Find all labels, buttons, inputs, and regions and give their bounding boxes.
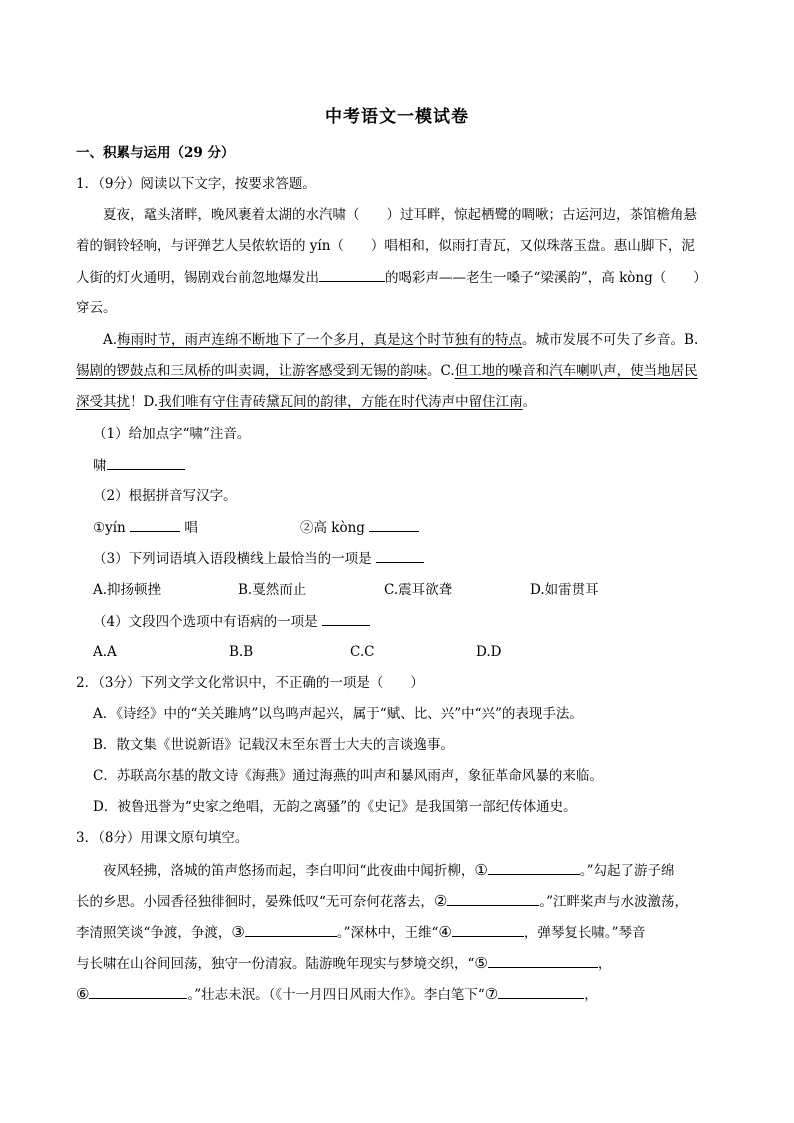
sentence-d: 我们唯有守住青砖黛瓦间的韵律，方能在时代涛声中留住江南 xyxy=(158,394,523,410)
q1-sub1-answer xyxy=(93,455,743,476)
answer-blank[interactable] xyxy=(130,517,180,532)
sentence-tail: ！D. xyxy=(130,394,159,410)
sentence-a-label: A. xyxy=(103,332,118,348)
q1-sub4-option: D.D xyxy=(476,644,502,660)
q3-text: 夜风轻拂，洛城的笛声悠扬而起，李白叩问“此夜曲中闻折柳， xyxy=(103,863,475,879)
q1-sub3 xyxy=(93,548,743,569)
blank-number: ⑦ xyxy=(484,985,499,1003)
pinyin-a-tail: 唱 xyxy=(180,520,198,536)
q2-option: A．《诗经》中的“关关雎鸠”以鸟鸣声起兴，属于“赋、比、兴”中“兴”的表现手法。 xyxy=(93,706,583,722)
answer-label: 啸 xyxy=(93,458,107,474)
answer-blank[interactable] xyxy=(245,922,337,937)
blank-number: ④ xyxy=(438,923,452,941)
q3-text: 长的乡思。小园香径独徘徊时，晏殊低叹“无可奈何花落去， xyxy=(76,894,434,910)
q3-line-3 xyxy=(76,922,726,943)
pinyin-b: ②高 kòng xyxy=(300,520,365,536)
q1-sub3-option: D.如雷贯耳 xyxy=(530,582,599,598)
sub4-text: （4）文段四个选项中有语病的一项是 xyxy=(93,614,318,630)
q2-option: C．苏联高尔基的散文诗《海燕》通过海燕的叫声和暴风雨声，象征革命风暴的来临。 xyxy=(93,768,603,784)
blank-number: ⑥ xyxy=(76,985,90,1003)
q3-text: 。”深林中，王维“ xyxy=(336,925,439,941)
q1-sub3-option: C.震耳欲聋 xyxy=(384,582,453,598)
blank-number: ② xyxy=(433,892,448,910)
q1-passage-text: 的喝彩声——老生一嗓子“梁溪韵”，高 kòng（ ） xyxy=(385,270,707,286)
blank-number: ① xyxy=(474,861,488,879)
q3-text: ， xyxy=(584,987,598,1003)
q1-sub4 xyxy=(93,611,743,632)
sentence-a: 梅雨时节，雨声连绵不断地下了一个多月，真是这个时节独有的特点 xyxy=(117,332,523,348)
section-heading: 一、积累与运用（29 分） xyxy=(76,145,235,161)
q3-text: 。”江畔桨声与水波激荡， xyxy=(539,894,689,910)
q1-passage-line-3 xyxy=(76,267,726,288)
sentence-b: 锡剧的锣鼓点和三凤桥的叫卖调，让游客感受到无锡的韵味 xyxy=(76,363,427,379)
sub3-text: （3）下列词语填入语段横线上最恰当的一项是 xyxy=(93,551,372,567)
q1-sub3-option: B.戛然而止 xyxy=(238,582,307,598)
q3-text: 。”壮志未泯。（《十一月四日风雨大作》。李白笔下“ xyxy=(187,987,485,1003)
answer-blank[interactable] xyxy=(452,922,524,937)
q1-sub3-option: A.抑扬顿挫 xyxy=(93,582,162,598)
q1-sub4-option: C.C xyxy=(350,644,375,660)
q1-sub2: （2）根据拼音写汉字。 xyxy=(93,488,237,504)
answer-blank[interactable] xyxy=(89,984,187,999)
q1-sub4-option: A.A xyxy=(93,644,117,660)
q1-passage-line-4: 穿云。 xyxy=(76,300,117,316)
q1-sentences-line-1 xyxy=(103,330,753,350)
sentence-c-cont: 深受其扰 xyxy=(76,394,130,410)
sentence-c: 但工地的噪音和汽车喇叭声，使当地居民 xyxy=(454,363,698,379)
q1-passage-blank[interactable] xyxy=(319,267,385,282)
q3-line-5 xyxy=(76,984,726,1005)
answer-blank[interactable] xyxy=(107,455,185,470)
answer-blank[interactable] xyxy=(498,984,584,999)
sentence-tail: 。城市发展不可失了乡音。B. xyxy=(522,332,699,348)
q1-sentences-line-3 xyxy=(76,392,726,412)
sentence-tail: 。C. xyxy=(427,363,455,379)
q3-line-4 xyxy=(76,953,726,974)
answer-blank[interactable] xyxy=(369,517,419,532)
answer-blank[interactable] xyxy=(447,891,539,906)
q3-line-1 xyxy=(103,860,753,881)
q2-option: D．被鲁迅誉为“史家之绝唱，无韵之离骚”的《史记》是我国第一部纪传体通史。 xyxy=(93,799,577,815)
blank-number: ⑤ xyxy=(474,954,488,972)
sentence-tail: 。 xyxy=(522,394,537,410)
q3-text: 与长啸在山谷间回荡，独守一份清寂。陆游晚年现实与梦境交织，“ xyxy=(76,956,475,972)
q1-sentences-line-2 xyxy=(76,361,726,381)
q1-passage-line-2: 着的铜铃轻响，与评弹艺人吴侬软语的 yín（ ）唱相和，似雨打青瓦，又似珠落玉盘。惠山脚下，泥 xyxy=(76,238,695,254)
q2-stem: 2．（3分）下列文学文化常识中，不正确的一项是（ ） xyxy=(76,675,424,691)
q3-stem: 3．（8分）用课文原句填空。 xyxy=(76,830,249,846)
answer-blank[interactable] xyxy=(322,611,370,626)
q1-stem: 1．（9分）阅读以下文字，按要求答题。 xyxy=(76,176,316,192)
q1-sub2-b xyxy=(300,517,419,538)
q1-passage-line-1: 夏夜，鼋头渚畔，晚风裹着太湖的水汽啸（ ）过耳畔，惊起栖鹭的啁啾；古运河边，茶馆檐角悬 xyxy=(103,207,697,223)
q3-line-2 xyxy=(76,891,726,912)
blank-number: ③ xyxy=(231,923,245,941)
answer-blank[interactable] xyxy=(488,953,598,968)
q3-text: ，弹琴复长啸。”琴音 xyxy=(523,925,646,941)
pinyin-a: ①yín xyxy=(93,520,126,536)
q1-passage-text: 人街的灯火通明，锡剧戏台前忽地爆发出 xyxy=(76,270,319,286)
answer-blank[interactable] xyxy=(488,860,580,875)
q3-text: 。”勾起了游子绵 xyxy=(579,863,675,879)
q3-text: ， xyxy=(597,956,612,972)
q1-sub2-a xyxy=(93,517,198,538)
page-title: 中考语文一模试卷 xyxy=(325,107,469,127)
q1-sub1: （1）给加点字“啸”注音。 xyxy=(93,426,251,442)
answer-blank[interactable] xyxy=(376,548,424,563)
q3-text: 李清照笑谈“争渡，争渡， xyxy=(76,925,232,941)
q1-sub4-option: B.B xyxy=(229,644,254,660)
q2-option: B．散文集《世说新语》记载汉末至东晋士大夫的言谈逸事。 xyxy=(93,737,454,753)
